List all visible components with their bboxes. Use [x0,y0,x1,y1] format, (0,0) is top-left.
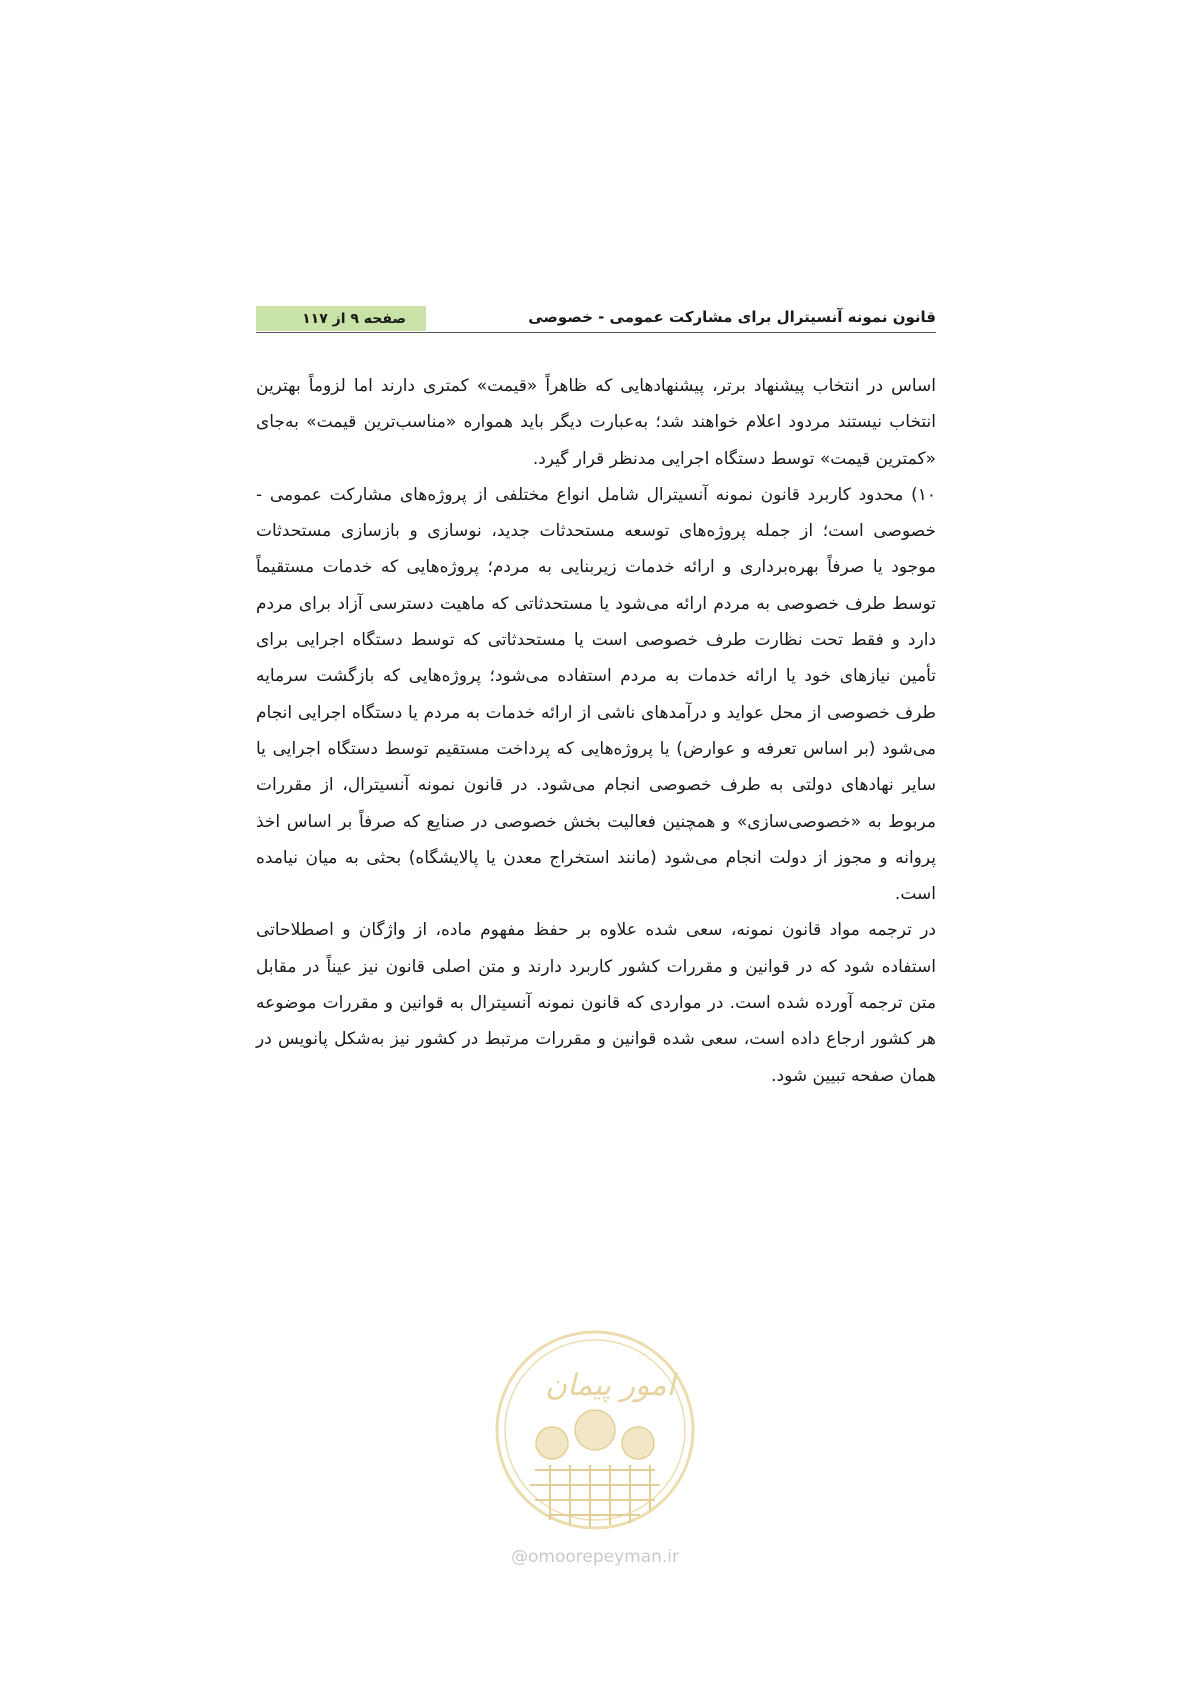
paragraph-3: در ترجمه مواد قانون نمونه، سعی شده علاوه بر حفظ مفهوم ماده، از واژگان و اصطلاحاتی استفاده شود که در قوانین و مقررات کشور کاربرد دارند و متن اصلی قانون نیز عیناً در مقابل متن ترجمه آورده شده است. در مواردی که قانون نمونه آنسیترال به قوانین و مقررات موضوعه هر کشور ارجاع داده است، سعی شده قوانین و مقررات مرتبط در کشور نیز به‌شکل پانویس در همان صفحه تبیین شود. [256,920,936,1086]
page-number-badge: صفحه ۹ از ۱۱۷ [256,306,426,331]
paragraph-2: ۱۰) محدود کاربرد قانون نمونه آنسیترال شامل انواع مختلفی از پروژه‌های مشارکت عمومی - خصوصی است؛ از جمله پروژه‌های توسعه مستحدثات جدید، نوسازی و بازسازی مستحدثات موجود یا صرفاً بهره‌برداری و ارائه خدمات زیربنایی به مردم؛ پروژه‌هایی که خدمات مستقیماً توسط طرف خصوصی به مردم ارائه می‌شود یا مستحدثاتی که ماهیت دسترسی آزاد برای مردم دارد و فقط تحت نظارت طرف خصوصی است یا مستحدثاتی که توسط دستگاه اجرایی برای تأمین نیازهای خود یا ارائه خدمات به مردم استفاده می‌شود؛ پروژه‌هایی که بازگشت سرمایه طرف خصوصی از محل عواید و درآمدهای ناشی از ارائه خدمات به مردم یا دستگاه اجرایی انجام می‌شود (بر اساس تعرفه و عوارض) یا پروژه‌هایی که پرداخت مستقیم توسط دستگاه اجرایی یا سایر نهادهای دولتی به طرف خصوصی انجام می‌شود. در قانون نمونه آنسیترال، از مقررات مربوط به «خصوصی‌سازی» و همچنین فعالیت بخش خصوصی در صنایع که صرفاً بر اساس اخذ پروانه و مجوز از دولت انجام می‌شود (مانند استخراج معدن یا پالایشگاه) بحثی به میان نیامده است. [256,484,936,905]
document-title: قانون نمونه آنسیترال برای مشارکت عمومی - خصوصی [528,308,936,326]
watermark-logo-text: امور پیمان [545,1368,675,1403]
header-rule [256,332,936,333]
watermark-site: @omoorepeyman.ir [510,1547,680,1567]
paragraph-1: اساس در انتخاب پیشنهاد برتر، پیشنهادهایی که ظاهراً «قیمت» کمتری دارند اما لزوماً بهترین انتخاب نیستند مردود اعلام خواهند شد؛ به‌عبارت دیگر باید همواره «مناسب‌ترین قیمت» به‌جای «کمترین قیمت» توسط دستگاه اجرایی مدنظر قرار گیرد. [256,376,936,469]
watermark [490,1325,700,1570]
body-text [256,368,936,1094]
watermark-logo-icon [490,1325,700,1535]
page-header [256,306,936,332]
